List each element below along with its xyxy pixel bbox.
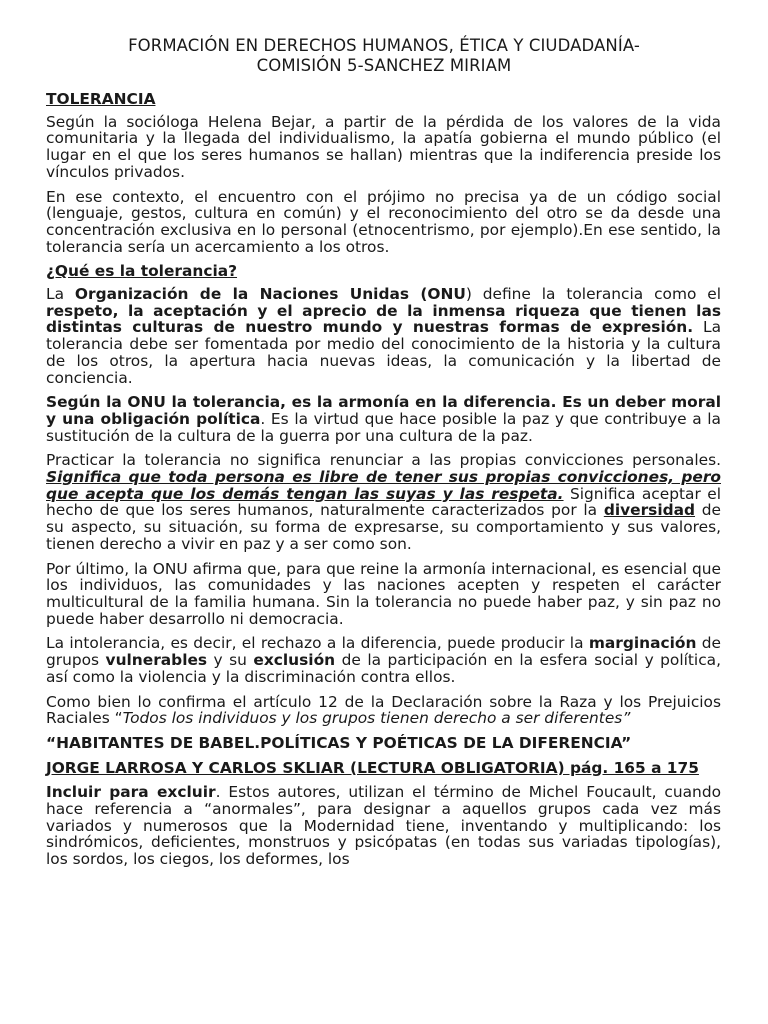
paragraph-5 (46, 452, 721, 552)
paragraph-8 (46, 694, 721, 727)
p7-text-a: La intolerancia, es decir, el rechazo a la diferencia, puede producir la (46, 634, 589, 653)
paragraph-2: En ese contexto, el encuentro con el prójimo no precisa ya de un código social (lenguaje, gestos, cultura en común) y el reconocimiento del otro se da desde una concentración exclusiva en lo personal (etnocentrismo, por ejemplo).En ese sentido, la tolerancia sería un acercamiento a los otros. (46, 187, 721, 256)
p8-text-a: Como bien lo confirma el artículo 12 de la Declaración sobre la Raza y los Prejuicios Raciales “ (46, 692, 721, 728)
p7-vulnerables: vulnerables (105, 651, 208, 670)
p3-text-e: La tolerancia debe ser fomentada por medio del conocimiento de la historia y la cultura de los otros, la apertura hacia nuevas ideas, la comunicación y la libertad de conciencia. (46, 318, 721, 387)
p3-text-a: La (46, 285, 75, 304)
p5-text-e: de su aspecto, su situación, su forma de expresarse, su comportamiento y sus valores, tienen derecho a vivir en paz y a ser como son. (46, 501, 721, 553)
section-title-tolerancia: TOLERANCIA (46, 90, 156, 108)
p9-incluir-bold: Incluir para excluir (46, 783, 216, 802)
p7-exclusion: exclusión (253, 651, 336, 670)
p7-marginacion: marginación (588, 634, 697, 653)
p3-onu-bold: Organización de la Naciones Unidas (ONU (74, 285, 466, 304)
p9-text-b: . Estos autores, utilizan el término de Michel Foucault, cuando hace referencia a “anormales”, para designar a aquellos grupos cada vez más variados y numerosos que la Modernidad tiene, inventando y multiplicando: los sindrómicos, deficientes, monstruos y psicópatas (en todas sus variadas tipologías), los sordos, los ciegos, los deformes, los (46, 783, 721, 869)
p4-bold-statement: Según la ONU la tolerancia, es la armonía en la diferencia. Es un deber moral y una obligación política (46, 393, 721, 428)
header-line-2: COMISIÓN 5-SANCHEZ MIRIAM (256, 56, 512, 75)
section-title-que-es: ¿Qué es la tolerancia? (46, 262, 238, 281)
p7-text-e: y su (207, 651, 254, 670)
p7-text-c: de grupos (46, 634, 721, 670)
paragraph-7 (46, 635, 721, 685)
p5-diversidad: diversidad (603, 501, 696, 520)
p4-text-b: . Es la virtud que hace posible la paz y que contribuye a la sustitución de la cultura de la guerra por una cultura de la paz. (46, 409, 721, 445)
paragraph-3 (46, 286, 721, 386)
paragraph-1: Según la socióloga Helena Bejar, a partir de la pérdida de los valores de la vida comunitaria y la llegada del individualismo, la apatía gobierna el mundo público (el lugar en el que los seres humanos se hallan) mientras que la indiferencia preside los vínculos privados. (46, 112, 721, 181)
paragraph-6: Por último, la ONU afirma que, para que reine la armonía internacional, es esencial que los individuos, las comunidades y las naciones acepten y respeten el carácter multicultural de la familia humana. Sin la tolerancia no puede haber paz, y sin paz no puede haber desarrollo ni democracia. (46, 559, 721, 628)
p8-quote: Todos los individuos y los grupos tienen derecho a ser diferentes” (122, 709, 631, 728)
document-header (40, 36, 728, 76)
reading-subtitle: JORGE LARROSA Y CARLOS SKLIAR (LECTURA OBLIGATORIA) pág. 165 a 175 (46, 758, 699, 777)
paragraph-9 (46, 784, 721, 868)
p5-text-a: Practicar la tolerancia no significa renunciar a las propias convicciones personales. (46, 451, 721, 470)
paragraph-4 (46, 394, 721, 444)
p5-emphasis: Significa que toda persona es libre de tener sus propias convicciones, pero que acepta que los demás tengan las suyas y las respeta. (46, 468, 721, 503)
p3-text-c: ) define la tolerancia como el (465, 285, 721, 304)
section-title-babel: “HABITANTES DE BABEL.POLÍTICAS Y POÉTICAS DE LA DIFERENCIA” (46, 733, 632, 752)
p7-text-g: de la participación en la esfera social y política, así como la violencia y la discriminación contra ellos. (46, 651, 721, 686)
document-body (46, 91, 721, 876)
p3-definition-bold: respeto, la aceptación y el aprecio de la inmensa riqueza que tienen las distintas culturas de nuestro mundo y nuestras formas de expresión. (46, 301, 721, 337)
p5-text-c: Significa aceptar el hecho de que los seres humanos, naturalmente caracterizados por la (46, 484, 722, 520)
header-line-1: FORMACIÓN EN DERECHOS HUMANOS, ÉTICA Y CIUDADANÍA- (128, 36, 640, 55)
